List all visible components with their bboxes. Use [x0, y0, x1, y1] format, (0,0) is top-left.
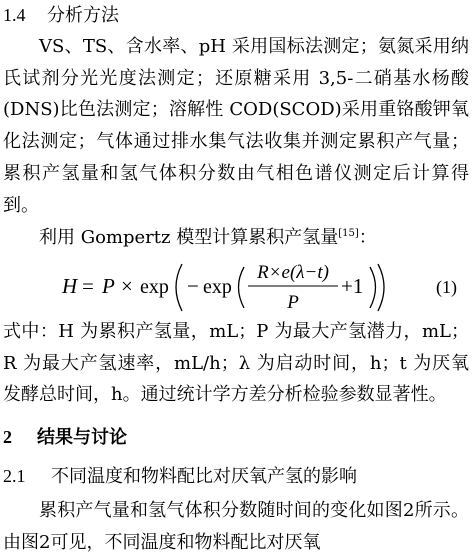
eq-right-paren-inner	[370, 267, 376, 308]
section-number: 1.4	[3, 5, 26, 25]
eq-left-paren-outer	[176, 264, 182, 311]
section-heading-1-4	[3, 4, 119, 27]
eq-left-paren-inner	[239, 267, 245, 308]
eq-minus: −	[187, 274, 199, 298]
results-paragraph: 累积产气量和氢气体积分数随时间的变化如图2所示。由图2可见，不同温度和物料配比对厌氧	[3, 500, 469, 553]
gompertz-intro-text: 利用 Gompertz 模型计算累积产氢量	[39, 227, 339, 248]
section-title: 分析方法	[47, 5, 119, 26]
where-paragraph: 式中：H 为累积产氢量，mL；P 为最大产氢潜力，mL；R 为最大产氢速率，mL/h；λ 为启动时间，h；t 为厌氧发酵总时间，h。通过统计学方差分析检验参数显著性。	[3, 321, 469, 406]
gompertz-equation	[0, 256, 472, 316]
eq-p: P	[102, 274, 115, 298]
eq-exp-inner: exp	[203, 276, 232, 298]
section-title: 不同温度和物料配比对厌氧产氢的影响	[51, 466, 357, 487]
eq-equals: =	[82, 274, 94, 298]
equation-svg	[0, 256, 472, 316]
eq-numerator: R×e(λ−t)	[257, 262, 329, 283]
eq-number: (1)	[436, 277, 457, 297]
eq-plus-one: +1	[341, 274, 364, 298]
section-number: 2	[3, 427, 12, 447]
eq-denominator: P	[287, 292, 299, 313]
eq-lhs: H	[62, 274, 78, 298]
section-title: 结果与讨论	[37, 427, 127, 448]
eq-right-paren-outer	[378, 264, 384, 311]
section-heading-2-1	[3, 465, 357, 488]
gompertz-intro-paragraph	[3, 222, 469, 254]
section-number: 2.1	[3, 466, 26, 486]
methods-paragraph: VS、TS、含水率、pH 采用国标法测定；氨氮采用纳氏试剂分光光度法测定；还原糖采用 3,5-二硝基水杨酸(DNS)比色法测定；溶解性 COD(SCOD)采用重铬酸钾氧化法测定；气体通过排水集气法收集并测定累积产气量；累积产氢量和氢气体积分数由气相色谱仪测定后计算得到。	[3, 36, 469, 216]
section-heading-2	[3, 426, 127, 449]
eq-exp-outer: exp	[140, 276, 169, 298]
eq-times: ×	[121, 274, 133, 298]
intro-colon: ：	[358, 227, 377, 248]
citation: [15]	[338, 228, 359, 239]
